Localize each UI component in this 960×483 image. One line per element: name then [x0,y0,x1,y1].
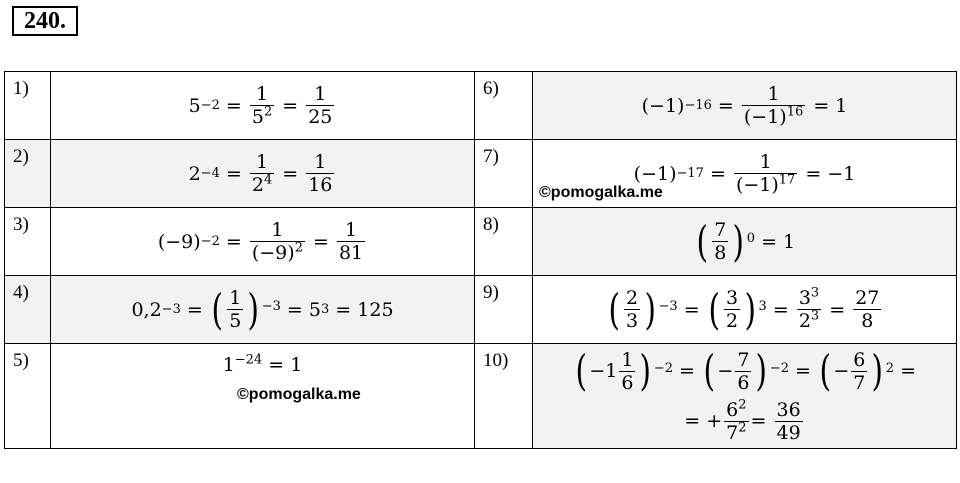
item-number: 7) [475,140,533,208]
table-row [5,276,957,344]
item-number: 3) [5,208,51,276]
item-number: 9) [475,276,533,344]
table-row [5,140,957,208]
expression-4: 0,2 −3 = ( $\frac{1}{5}$ ) −3 = 5 3 = 125 [51,276,475,344]
expression-6: (−1) −16 = $\frac{1}{(-1)^{16}}$ = 1 [533,72,957,140]
item-number: 4) [5,276,51,344]
expression-7: (−1) −17 = $\frac{1}{(-1)^{17}}$ = −1 ©pomogalka.me [533,140,957,208]
item-number: 2) [5,140,51,208]
expression-10: ( −1 $\frac{1}{6}$ ) −2 = ( − $\frac{7}{6}$ ) −2 = ( − $\frac{6}{7}$ ) 2 = = + $\frac{6^2}{7^2}$ = $\frac{36}{49}$ [533,344,957,449]
table-row [5,344,957,449]
item-number: 1) [5,72,51,140]
table-row [5,208,957,276]
watermark: ©pomogalka.me [539,184,663,201]
expression-1: 5 −2 = $\frac{1}{5^2}$ = $\frac{1}{25}$ [51,72,475,140]
item-number: 6) [475,72,533,140]
solutions-table [4,71,957,449]
expression-8: ( $\frac{7}{8}$ ) 0 = 1 [533,208,957,276]
task-number: 240. [12,6,78,36]
watermark: ©pomogalka.me [237,386,361,403]
item-number: 5) [5,344,51,449]
expression-3: (−9) −2 = $\frac{1}{(-9)^2}$ = $\frac{1}{81}$ [51,208,475,276]
item-number: 8) [475,208,533,276]
expression-9: ( $\frac{2}{3}$ ) −3 = ( $\frac{3}{2}$ ) 3 = $\frac{3^3}{2^3}$ = $\frac{27}{8}$ [533,276,957,344]
expression-2: 2 −4 = $\frac{1}{2^4}$ = $\frac{1}{16}$ [51,140,475,208]
item-number: 10) [475,344,533,449]
table-row [5,72,957,140]
expression-5: $1^{-24} = 1$ ©pomogalka.me [51,344,475,449]
